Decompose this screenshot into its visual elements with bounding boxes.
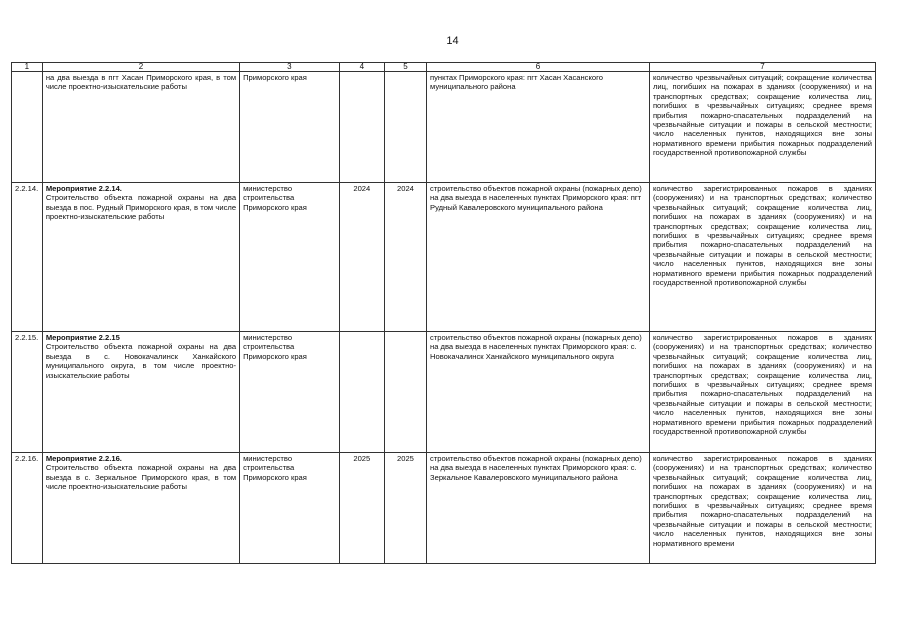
expected-result: пунктах Приморского края: пгт Хасан Хасанского муниципального района bbox=[427, 72, 650, 183]
start-year bbox=[339, 72, 384, 183]
indicators: количество зарегистрированных пожаров в зданиях (сооружениях) и на транспортных средствах; количество чрезвычайных ситуаций; сокращение количества лиц, погибших на пожарах в зданиях (сооружениях) и на транспортных средствах; сокращение количества лиц, погибших в чрезвычайных ситуациях; среднее время прибытия пожарно-спасательных подразделений на чрезвычайные ситуации и пожары в сельской местности; число населенных пунктов, находящихся вне зоны нормативного времени bbox=[649, 453, 875, 564]
table-row bbox=[12, 453, 876, 564]
measure-number: 2.2.16. bbox=[12, 453, 43, 564]
measure-title: Мероприятие 2.2.15 bbox=[45, 333, 120, 342]
page-number: 14 bbox=[446, 35, 459, 47]
end-year: 2025 bbox=[384, 453, 426, 564]
executor: Приморского края bbox=[240, 72, 340, 183]
measure-title: Мероприятие 2.2.14. bbox=[45, 184, 122, 193]
table-row bbox=[12, 332, 876, 453]
column-header: 4 bbox=[339, 63, 384, 72]
end-year bbox=[384, 332, 426, 453]
expected-result: строительство объектов пожарной охраны (пожарных депо) на два выезда в населенных пунктах Приморского края: пгт Рудный Кавалеровского муниципального района bbox=[427, 183, 650, 332]
start-year: 2025 bbox=[339, 453, 384, 564]
column-numbers-row bbox=[12, 63, 876, 72]
column-header: 2 bbox=[42, 63, 239, 72]
measure-title: Мероприятие 2.2.16. bbox=[45, 454, 122, 463]
column-header: 1 bbox=[12, 63, 43, 72]
end-year: 2024 bbox=[384, 183, 426, 332]
column-header: 7 bbox=[649, 63, 875, 72]
measure-cell bbox=[42, 72, 239, 183]
indicators: количество зарегистрированных пожаров в зданиях (сооружениях) и на транспортных средствах; количество чрезвычайных ситуаций; сокращение количества лиц, погибших на пожарах в зданиях (сооружениях) и на транспортных средствах; сокращение количества лиц, погибших в чрезвычайных ситуациях; среднее время прибытия пожарно-спасательных подразделений на чрезвычайные ситуации и пожары в сельской местности; число населенных пунктов, находящихся вне зоны нормативного времени прибытия пожарных подразделений государственной противопожарной службы bbox=[649, 332, 875, 453]
column-header: 3 bbox=[240, 63, 340, 72]
end-year bbox=[384, 72, 426, 183]
executor: министерство строительства Приморского края bbox=[240, 183, 340, 332]
executor: министерство строительства Приморского края bbox=[240, 332, 340, 453]
measure-description: на два выезда в пгт Хасан Приморского края, в том числе проектно-изыскательские работы bbox=[45, 73, 237, 92]
measure-description: Строительство объекта пожарной охраны на два выезда в с. Зеркальное Приморского края, в том числе проектно-изыскательские работы bbox=[45, 463, 237, 492]
table-row bbox=[12, 72, 876, 183]
measure-number: 2.2.14. bbox=[12, 183, 43, 332]
start-year bbox=[339, 332, 384, 453]
indicators: количество чрезвычайных ситуаций; сокращение количества лиц, погибших на пожарах в зданиях (сооружениях) и на транспортных средствах; сокращение количества лиц, погибших в чрезвычайных ситуациях; среднее время прибытия пожарно-спасательных подразделений на чрезвычайные ситуации и пожары в сельской местности; число населенных пунктов, находящихся вне зоны нормативного времени прибытия пожарных подразделений государственной противопожарной службы bbox=[649, 72, 875, 183]
column-header: 6 bbox=[427, 63, 650, 72]
expected-result: строительство объектов пожарной охраны (пожарных депо) на два выезда в населенных пунктах Приморского края: с. Зеркальное Кавалеровского муниципального района bbox=[427, 453, 650, 564]
measure-number: 2.2.15. bbox=[12, 332, 43, 453]
measure-number bbox=[12, 72, 43, 183]
measure-description: Строительство объекта пожарной охраны на два выезда в с. Новокачалинск Ханкайского муниципального округа, в том числе проектно-изыскательские работы bbox=[45, 342, 237, 380]
indicators: количество зарегистрированных пожаров в зданиях (сооружениях) и на транспортных средствах; количество чрезвычайных ситуаций; сокращение количества лиц, погибших на пожарах в зданиях (сооружениях) и на транспортных средствах; сокращение количества лиц, погибших в чрезвычайных ситуациях; среднее время прибытия пожарно-спасательных подразделений на чрезвычайные ситуации и пожары в сельской местности; число населенных пунктов, находящихся вне зоны нормативного времени прибытия пожарных подразделений государственной противопожарной службы bbox=[649, 183, 875, 332]
measure-description: Строительство объекта пожарной охраны на два выезда в пос. Рудный Приморского края, в том числе проектно-изыскательские работы bbox=[45, 193, 237, 222]
measure-cell bbox=[42, 183, 239, 332]
measure-cell bbox=[42, 332, 239, 453]
start-year: 2024 bbox=[339, 183, 384, 332]
table-row bbox=[12, 183, 876, 332]
expected-result: строительство объектов пожарной охраны (пожарных депо) на два выезда в населенных пунктах Приморского края: с. Новокачалинск Ханкайского муниципального округа bbox=[427, 332, 650, 453]
executor: министерство строительства Приморского края bbox=[240, 453, 340, 564]
column-header: 5 bbox=[384, 63, 426, 72]
measure-cell bbox=[42, 453, 239, 564]
measures-table bbox=[11, 62, 876, 564]
